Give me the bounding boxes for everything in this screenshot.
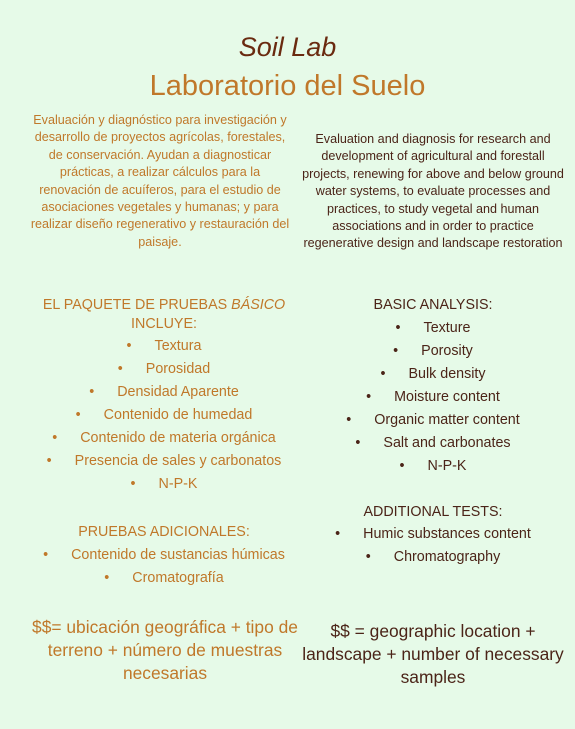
list-item-text: Contenido de humedad bbox=[103, 407, 253, 423]
additional-heading-spanish: PRUEBAS ADICIONALES: bbox=[78, 524, 250, 540]
list-item-text: Texture bbox=[423, 320, 471, 336]
additional-section-spanish bbox=[30, 523, 298, 590]
list-item bbox=[298, 546, 568, 569]
additional-list-english bbox=[298, 523, 568, 569]
additional-section-english bbox=[298, 503, 568, 569]
bullet-icon: • bbox=[380, 366, 386, 382]
bullet-icon: • bbox=[89, 384, 95, 400]
bullet-icon: • bbox=[52, 430, 58, 446]
basic-heading-english: BASIC ANALYSIS: bbox=[373, 297, 493, 313]
basic-list-english bbox=[298, 317, 568, 478]
list-item-text: Humic substances content bbox=[363, 526, 531, 542]
list-item bbox=[298, 386, 568, 409]
bullet-icon: • bbox=[104, 570, 110, 586]
list-item bbox=[298, 409, 568, 432]
list-item-text: Organic matter content bbox=[374, 412, 520, 428]
list-item bbox=[30, 335, 298, 358]
list-item bbox=[30, 427, 298, 450]
list-item bbox=[30, 473, 298, 496]
list-item-text: Porosidad bbox=[145, 361, 211, 377]
list-item bbox=[30, 567, 298, 590]
list-item-text: Moisture content bbox=[394, 389, 500, 405]
list-item bbox=[30, 404, 298, 427]
list-item-text: Salt and carbonates bbox=[383, 435, 511, 451]
bullet-icon: • bbox=[126, 338, 132, 354]
bullet-icon: • bbox=[399, 458, 405, 474]
basic-heading-spanish bbox=[30, 296, 298, 334]
bullet-icon: • bbox=[355, 435, 361, 451]
list-item bbox=[30, 544, 298, 567]
bullet-icon: • bbox=[46, 453, 52, 469]
list-item bbox=[30, 358, 298, 381]
intro-english: Evaluation and diagnosis for research and development of agricultural and forestall projects, renewing for above and below ground water systems, to evaluate processes and practices, to study vegetal and human associations and in order to practice regenerative design and landscape restoration bbox=[302, 132, 564, 251]
basic-heading-spanish-emphasis: BÁSICO bbox=[231, 297, 286, 313]
list-item-text: Cromatografía bbox=[132, 570, 224, 586]
list-item bbox=[298, 363, 568, 386]
basic-heading-spanish-post: INCLUYE: bbox=[131, 316, 197, 332]
bullet-icon: • bbox=[366, 389, 372, 405]
price-formula-english: $$ = geographic location + landscape + number of necessary samples bbox=[302, 621, 564, 687]
bullet-icon: • bbox=[393, 343, 399, 359]
additional-list-spanish bbox=[30, 544, 298, 590]
bullet-icon: • bbox=[75, 407, 81, 423]
list-item-text: Contenido de sustancias húmicas bbox=[71, 547, 285, 563]
list-item-text: Chromatography bbox=[393, 549, 501, 565]
list-item-text: Textura bbox=[154, 338, 202, 354]
list-item bbox=[298, 455, 568, 478]
page-title: Soil Lab bbox=[238, 32, 337, 62]
list-item bbox=[30, 381, 298, 404]
list-item bbox=[298, 523, 568, 546]
bullet-icon: • bbox=[365, 549, 371, 565]
list-item bbox=[298, 340, 568, 363]
additional-heading-english: ADDITIONAL TESTS: bbox=[363, 504, 503, 520]
bullet-icon: • bbox=[335, 526, 341, 542]
bullet-icon: • bbox=[117, 361, 123, 377]
list-item-text: Porosity bbox=[421, 343, 473, 359]
basic-heading-spanish-pre: EL PAQUETE DE PRUEBAS bbox=[42, 297, 232, 313]
bullet-icon: • bbox=[43, 547, 49, 563]
list-item-text: Presencia de sales y carbonatos bbox=[74, 453, 282, 469]
list-item bbox=[30, 450, 298, 473]
basic-list-spanish bbox=[30, 335, 298, 496]
list-item-text: Densidad Aparente bbox=[117, 384, 239, 400]
basic-section-spanish bbox=[30, 296, 298, 496]
list-item bbox=[298, 317, 568, 340]
list-item bbox=[298, 432, 568, 455]
bullet-icon: • bbox=[130, 476, 136, 492]
page-subtitle: Laboratorio del Suelo bbox=[149, 70, 426, 102]
list-item-text: Bulk density bbox=[408, 366, 486, 382]
list-item-text: N-P-K bbox=[427, 458, 467, 474]
intro-spanish: Evaluación y diagnóstico para investigación y desarrollo de proyectos agrícolas, forestales, de conservación. Ayudan a diagnosticar prácticas, a realizar cálculos para la renovación de acuíferos, para el estudio de asociaciones vegetales y humanas; y para realizar diseño regenerativo y restauración del paisaje. bbox=[30, 113, 290, 249]
list-item-text: N-P-K bbox=[158, 476, 198, 492]
basic-section-english bbox=[298, 296, 568, 478]
bullet-icon: • bbox=[346, 412, 352, 428]
bullet-icon: • bbox=[395, 320, 401, 336]
list-item-text: Contenido de materia orgánica bbox=[80, 430, 276, 446]
price-formula-spanish: $$= ubicación geográfica + tipo de terreno + número de muestras necesarias bbox=[32, 617, 298, 683]
